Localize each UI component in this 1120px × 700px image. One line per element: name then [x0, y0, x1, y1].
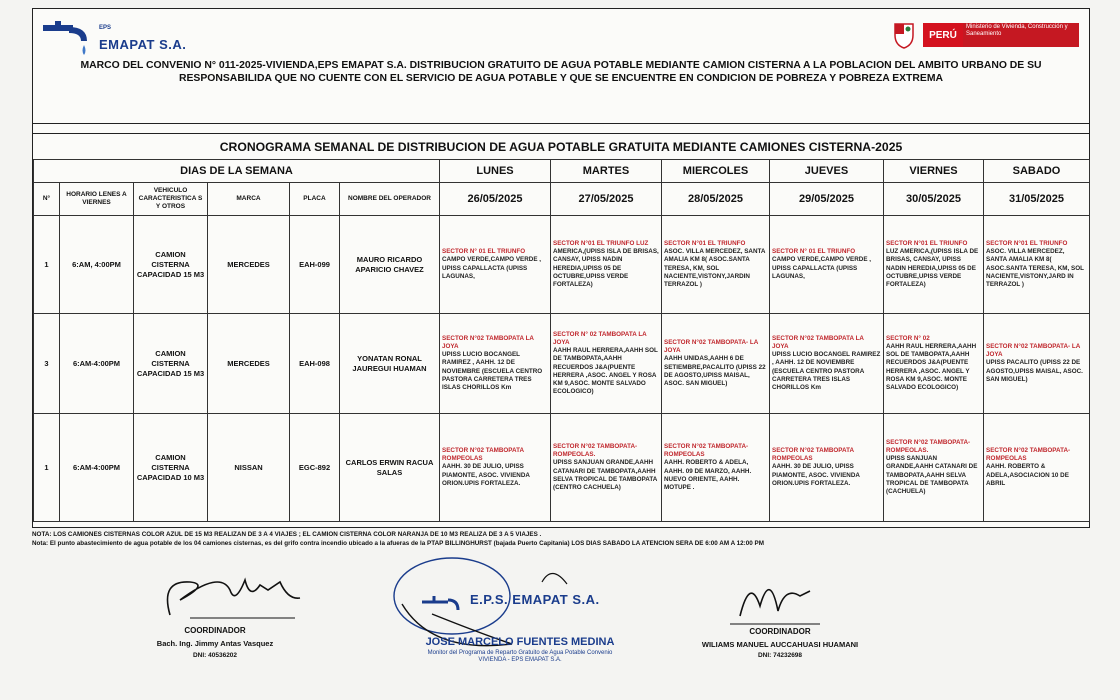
- sector: SECTOR N°02 TAMBOPATA ROMPEOLAS: [442, 446, 524, 463]
- sector-detail: UPISS SANJUAN GRANDE,AAHH CATANARI DE TAMBOPATA,AAHH SELVA TROPICAL DE TAMBOPATA (CENTRO CACHUELA): [553, 459, 658, 491]
- signature-block-right: [680, 627, 880, 659]
- sector-detail: ASOC. VILLA MERCEDEZ, SANTA AMALIA KM 8( ASOC.SANTA TERESA, KM, SOL NACIENTE,VISTONY,JARD IN TERRAZOL ): [986, 248, 1084, 288]
- vehicle: CAMION CISTERNA CAPACIDAD 15 M3: [134, 314, 208, 414]
- stamp-org: E.P.S. EMAPAT S.A.: [470, 592, 600, 607]
- day-header: LUNES: [440, 160, 551, 183]
- column-header: NOMBRE DEL OPERADOR: [340, 183, 440, 216]
- sector: SECTOR N°02 TAMBOPATA LA JOYA: [442, 334, 534, 350]
- schedule-table: [33, 159, 1090, 522]
- day-schedule: [984, 314, 1090, 414]
- column-header: MARCA: [208, 183, 290, 216]
- signer-dni: DNI: 40536202: [192, 652, 238, 659]
- date-cell: 31/05/2025: [984, 183, 1090, 216]
- ministry-logo: [893, 21, 1079, 49]
- sector: SECTOR N°02 TAMBOPATA- ROMPEOLAS: [664, 442, 749, 459]
- sector-detail: AAHH UNIDAS,AAHH 6 DE SETIEMBRE,PACALITO (UPISS 22 DE AGOSTO,UPISS MAISAL, ASOC. SAN MIGUEL): [664, 355, 766, 387]
- sector-detail: AAHH. 30 DE JULIO, UPISS PIAMONTE, ASOC. VIVIENDA ORION.UPIS FORTALEZA.: [442, 463, 530, 487]
- brand-prefix: EPS: [99, 25, 112, 31]
- day-schedule: [770, 414, 884, 522]
- note-supply-point: Nota: El punto abastecimiento de agua potable de los 04 camiones cisternas, es del grifo contra incendio ubicado a la afueras de la PTAP BILLINGHURST (bajada Puerto Capitania) LOS DIAS SABADO LA ATENCION SERA DE 6:00 AM A 12:00 PM: [32, 540, 764, 547]
- sector-detail: UPISS LUCIO BOCANGEL RAMIREZ , AAHH. 12 DE NOVIEMBRE (ESCUELA CENTRO PASTORA CARRETERA TRES ISLAS CHORILLOS Km: [772, 351, 881, 391]
- emapat-logo: [41, 19, 191, 63]
- day-header: MARTES: [551, 160, 662, 183]
- stamp-name: JOSE MARCELO FUENTES MEDINA: [425, 636, 615, 648]
- day-schedule: [551, 314, 662, 414]
- signature-right: [730, 566, 820, 626]
- sector-detail: ASOC. VILLA MERCEDEZ, SANTA AMALIA KM 8( ASOC.SANTA TERESA, KM, SOL NACIENTE,VISTONY,JARDIN TERRAZOL ): [664, 248, 766, 288]
- schedule-title: CRONOGRAMA SEMANAL DE DISTRIBUCION DE AGUA POTABLE GRATUITA MEDIANTE CAMIONES CISTERNA-2025: [33, 133, 1089, 160]
- day-schedule: [884, 314, 984, 414]
- sector-detail: AAHH. 30 DE JULIO, UPISS PIAMONTE, ASOC. VIVIENDA ORION.UPIS FORTALEZA.: [772, 463, 860, 487]
- signer-name: Bach. Ing. Jimmy Antas Vasquez: [156, 639, 274, 648]
- coat-of-arms-icon: [893, 21, 915, 49]
- notes: [32, 530, 1092, 548]
- day-schedule: [551, 414, 662, 522]
- sector-detail: CAMPO VERDE,CAMPO VERDE , UPISS CAPALLACTA (UPISS LAGUNAS,: [772, 256, 872, 280]
- day-header: SABADO: [984, 160, 1090, 183]
- sector-detail: CAMPO VERDE,CAMPO VERDE , UPISS CAPALLACTA (UPISS LAGUNAS,: [442, 256, 542, 280]
- table-row: [34, 314, 1090, 414]
- date-cell: 28/05/2025: [662, 183, 770, 216]
- sector: SECTOR N° 01 EL TRIUNFO: [772, 248, 856, 256]
- signature-block-left: [120, 626, 310, 659]
- table-row: [34, 414, 1090, 522]
- stamp-subtitle: Monitor del Programa de Reparto Gratuito de Agua Potable Convenio VIVIENDA - EPS EMAPAT S.A.: [427, 650, 613, 663]
- sector: SECTOR N°02 TAMBOPATA LA JOYA: [772, 334, 864, 350]
- sector-detail: AMERICA,(UPISS ISLA DE BRISAS, CANSAY, UPISS NADIN HEREDIA,UPISS 05 DE OCTUBRE,UPISS VERDE FORTALEZA): [553, 248, 659, 288]
- sector: SECTOR N° 02: [886, 334, 930, 342]
- row-number: 1: [34, 216, 60, 314]
- date-cell: 26/05/2025: [440, 183, 551, 216]
- day-schedule: [440, 216, 551, 314]
- operator: CARLOS ERWIN RACUA SALAS: [340, 414, 440, 522]
- sector: SECTOR N°02 TAMBOPATA- ROMPEOLAS: [986, 446, 1071, 463]
- sector: SECTOR N° 02 TAMBOPATA LA JOYA: [553, 330, 647, 346]
- day-schedule: [884, 216, 984, 314]
- days-header: DIAS DE LA SEMANA: [34, 160, 440, 183]
- document-sheet: [32, 8, 1090, 528]
- sector-detail: UPISS LUCIO BOCANGEL RAMIREZ , AAHH. 12 DE NOVIEMBRE (ESCUELA CENTRO PASTORA CARRETERA TRES ISLAS CHORILLOS Km: [442, 351, 543, 391]
- day-header: JUEVES: [770, 160, 884, 183]
- schedule-hours: 6:AM, 4:00PM: [60, 216, 134, 314]
- operator: YONATAN RONAL JAUREGUI HUAMAN: [340, 314, 440, 414]
- day-schedule: [662, 314, 770, 414]
- brand: MERCEDES: [208, 216, 290, 314]
- sector: SECTOR N°01 EL TRIUNFO LUZ: [553, 239, 649, 247]
- sector-detail: UPISS SANJUAN GRANDE,AAHH CATANARI DE TAMBOPATA,AAHH SELVA TROPICAL DE TAMBOPATA (CACHUELA): [886, 455, 978, 495]
- schedule-hours: 6:AM-4:00PM: [60, 414, 134, 522]
- operator: MAURO RICARDO APARICIO CHAVEZ: [340, 216, 440, 314]
- plate: EGC-892: [290, 414, 340, 522]
- signer-dni: DNI: 74232698: [757, 652, 803, 659]
- day-schedule: [440, 314, 551, 414]
- day-schedule: [662, 414, 770, 522]
- day-schedule: [770, 314, 884, 414]
- brand: NISSAN: [208, 414, 290, 522]
- signer-name: WILIAMS MANUEL AUCCAHUASI HUAMANI: [701, 640, 859, 649]
- document-header: [33, 9, 1089, 124]
- row-number: 3: [34, 314, 60, 414]
- tap-icon: [41, 19, 97, 59]
- sector-detail: AAHH RAUL HERRERA,AAHH SOL DE TAMBOPATA,AAHH RECUERDOS J&A(PUENTE HERRERA ,ASOC. ANGEL Y ROSA KM 9,ASOC. MONTE SALVADO ECOLOGICO): [553, 347, 658, 396]
- day-schedule: [984, 216, 1090, 314]
- sector: SECTOR N°02 TAMBOPATA- ROMPEOLAS.: [553, 442, 638, 459]
- column-header: N°: [34, 183, 60, 216]
- day-schedule: [551, 216, 662, 314]
- official-stamp: [392, 554, 632, 674]
- date-cell: 27/05/2025: [551, 183, 662, 216]
- row-number: 1: [34, 414, 60, 522]
- sector: SECTOR N°02 TAMBOPATA ROMPEOLAS: [772, 446, 854, 463]
- sector: SECTOR N°02 TAMBOPATA- LA JOYA: [664, 338, 759, 355]
- vehicle: CAMION CISTERNA CAPACIDAD 15 M3: [134, 216, 208, 314]
- ministry-label: Ministerio de Vivienda, Construcción y Saneamiento: [963, 23, 1079, 47]
- plate: EAH-099: [290, 216, 340, 314]
- sector: SECTOR N° 01 EL TRIUNFO: [442, 248, 526, 256]
- sector: SECTOR N°02 TAMBOPATA- LA JOYA: [986, 342, 1081, 359]
- peru-label: PERÚ: [923, 23, 963, 47]
- note-trucks: NOTA: LOS CAMIONES CISTERNAS COLOR AZUL DE 15 M3 REALIZAN DE 3 A 4 VIAJES ; EL CAMION CISTERNA COLOR NARANJA DE 10 M3 REALIZA DE 3 A 5 VIAJES .: [32, 531, 542, 538]
- sector-detail: LUZ AMERICA,(UPISS ISLA DE BRISAS, CANSAY, UPISS NADIN HEREDIA,UPISS 05 DE OCTUBRE,UPISS VERDE FORTALEZA): [886, 248, 979, 288]
- date-cell: 30/05/2025: [884, 183, 984, 216]
- signer-role: COORDINADOR: [749, 627, 811, 636]
- day-schedule: [770, 216, 884, 314]
- date-cell: 29/05/2025: [770, 183, 884, 216]
- signer-role: COORDINADOR: [184, 626, 246, 635]
- day-schedule: [662, 216, 770, 314]
- day-header: MIERCOLES: [662, 160, 770, 183]
- sector: SECTOR N°01 EL TRIUNFO: [886, 239, 968, 247]
- sector: SECTOR N°01 EL TRIUNFO: [986, 239, 1068, 247]
- sector-detail: AAHH. ROBERTO & ADELA,ASOCIACION 10 DE ABRIL: [986, 463, 1069, 487]
- sector-detail: UPISS PACALITO (UPISS 22 DE AGOSTO,UPISS MAISAL, ASOC. SAN MIGUEL): [986, 359, 1083, 383]
- day-schedule: [440, 414, 551, 522]
- plate: EAH-098: [290, 314, 340, 414]
- day-schedule: [984, 414, 1090, 522]
- sector-detail: AAHH RAUL HERRERA,AAHH SOL DE TAMBOPATA,AAHH RECUERDOS J&A(PUENTE HERRERA ,ASOC. ANGEL Y ROSA KM 9,ASOC. MONTE SALVADO ECOLOGICO): [886, 342, 977, 391]
- agreement-text: MARCO DEL CONVENIO N° 011-2025-VIVIENDA,EPS EMAPAT S.A. DISTRIBUCION GRATUITO DE AGUA POTABLE MEDIANTE CAMION CISTERNA A LA POBLACION DEL AMBITO URBANO DE SU RESPONSABILIDA QUE NO CUENTE CON EL SERVICIO DE AGUA POTABLE Y QUE SE ENCUENTRE EN CONDICION DE POBREZA Y POBREZA EXTREMA: [80, 60, 1042, 84]
- brand-name: EMAPAT S.A.: [99, 37, 187, 52]
- table-row: [34, 216, 1090, 314]
- signature-left: [150, 560, 310, 630]
- schedule-hours: 6:AM-4:00PM: [60, 314, 134, 414]
- sector: SECTOR N°02 TAMBOPATA- ROMPEOLAS.: [886, 438, 971, 454]
- day-schedule: [884, 414, 984, 522]
- day-header: VIERNES: [884, 160, 984, 183]
- column-header: HORARIO LENES A VIERNES: [60, 183, 134, 216]
- vehicle: CAMION CISTERNA CAPACIDAD 10 M3: [134, 414, 208, 522]
- column-header: VEHICULO CARACTERISTICA S Y OTROS: [134, 183, 208, 216]
- brand: MERCEDES: [208, 314, 290, 414]
- column-header: PLACA: [290, 183, 340, 216]
- sector-detail: AAHH. ROBERTO & ADELA, AAHH. 09 DE MARZO, AAHH. NUEVO ORIENTE, AAHH. MOTUPE .: [664, 459, 752, 491]
- sector: SECTOR N°01 EL TRIUNFO: [664, 239, 746, 247]
